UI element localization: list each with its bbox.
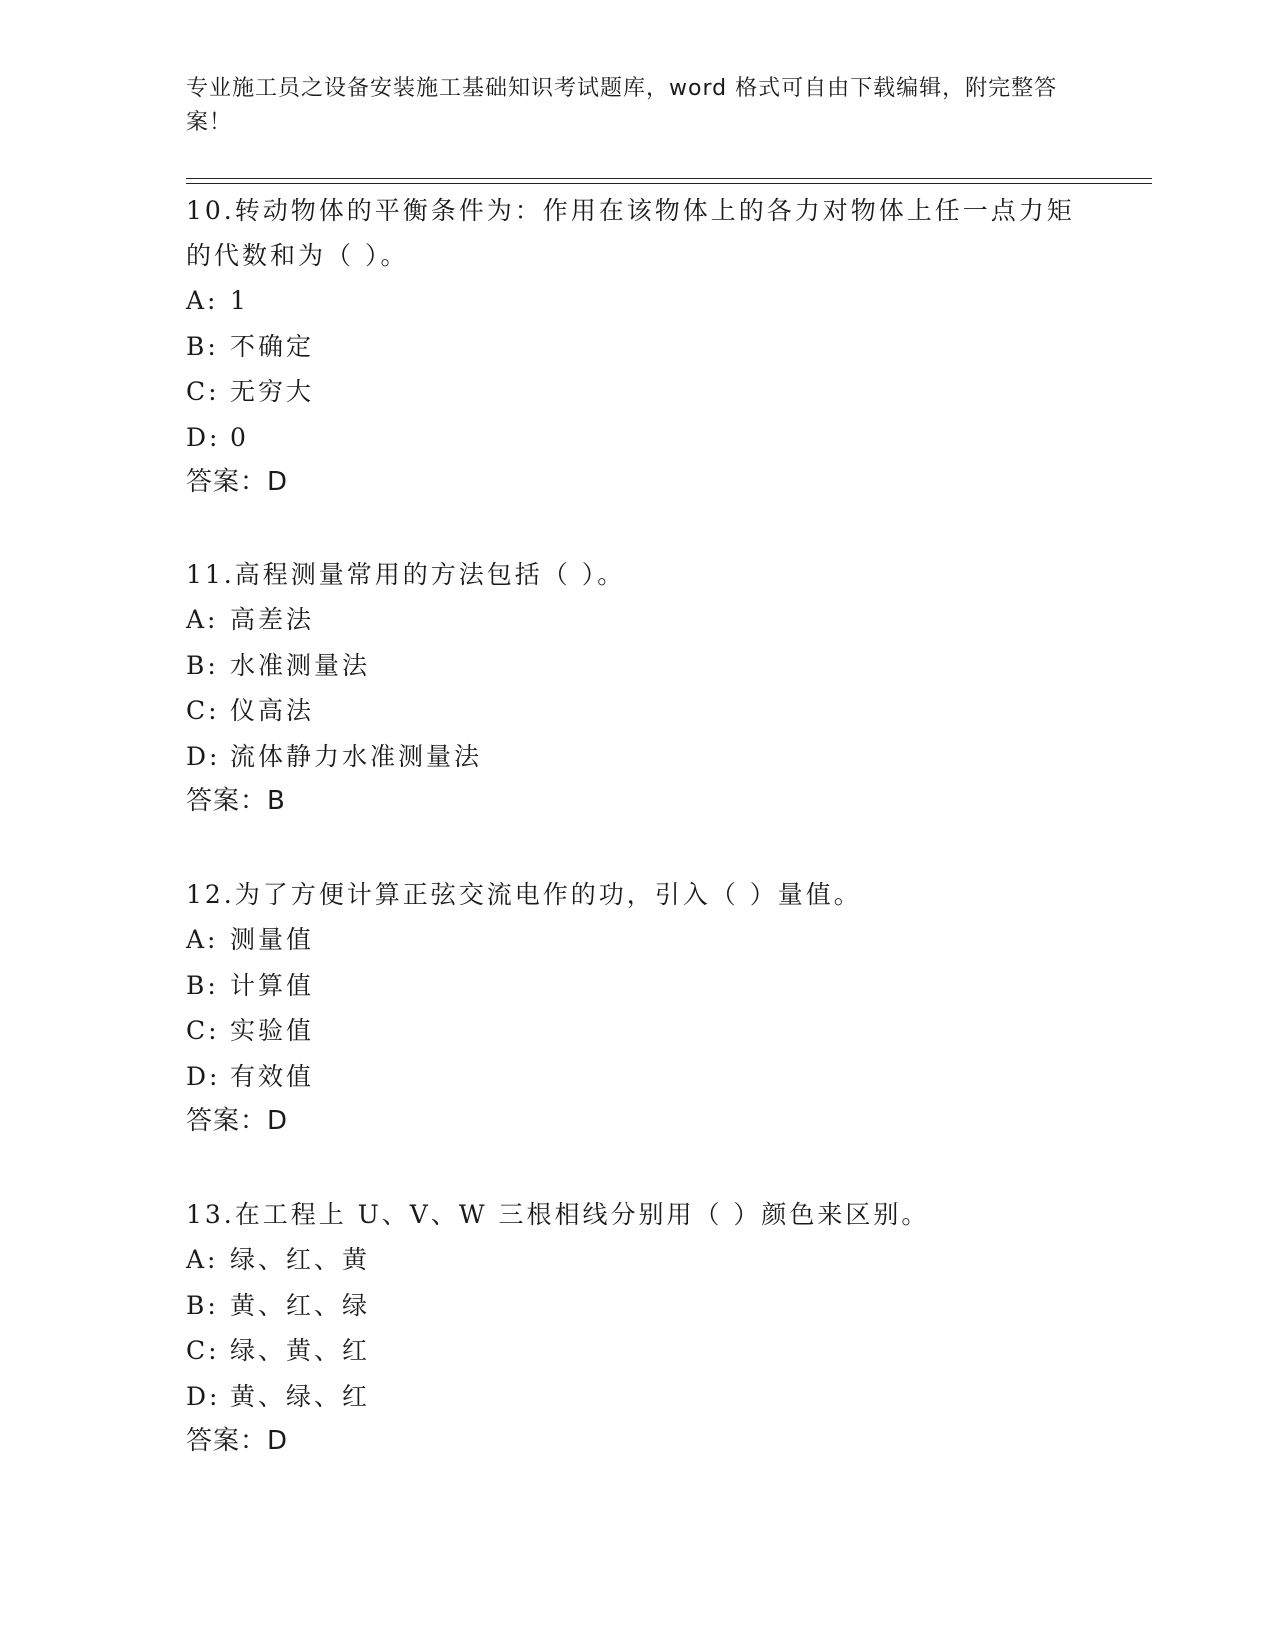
option-key: C:: [186, 696, 220, 725]
option-b: [186, 324, 1086, 370]
option-key: D:: [186, 1381, 221, 1411]
option-a: [186, 917, 1086, 963]
option-key: A:: [186, 605, 219, 634]
option-d: [186, 1374, 1086, 1420]
option-key: C:: [186, 1336, 220, 1365]
option-b: [186, 1283, 1086, 1329]
option-text: 不确定: [230, 331, 315, 361]
option-a: [186, 1237, 1086, 1283]
option-b: [186, 643, 1086, 689]
option-c: [186, 688, 1086, 734]
option-text: 黄、绿、红: [230, 1381, 371, 1411]
option-d: [186, 734, 1086, 780]
header-divider-bottom: [186, 183, 1152, 184]
option-key: A:: [186, 1245, 219, 1274]
option-text: 仪高法: [230, 696, 315, 725]
question-block: [186, 188, 1086, 505]
option-text: 0: [230, 422, 249, 452]
document-header: 专业施工员之设备安装施工基础知识考试题库，word 格式可自由下载编辑，附完整答案！: [186, 76, 1058, 135]
option-key: D:: [186, 1061, 221, 1091]
option-key: C:: [186, 1016, 220, 1045]
option-c: [186, 1008, 1086, 1054]
option-text: 高差法: [230, 605, 315, 634]
option-text: 绿、红、黄: [230, 1245, 371, 1274]
option-text: 有效值: [230, 1061, 315, 1091]
question-title: 12.为了方便计算正弦交流电作的功，引入（ ）量值。: [186, 880, 862, 909]
option-key: A:: [186, 286, 219, 315]
option-key: A:: [186, 925, 219, 954]
question-block: [186, 552, 1086, 824]
answer-line: 答案：D: [186, 1426, 289, 1456]
option-key: C:: [186, 377, 220, 406]
answer-line: 答案：D: [186, 467, 289, 497]
option-text: 流体静力水准测量法: [230, 741, 483, 771]
option-key: B:: [186, 1290, 219, 1320]
option-text: 水准测量法: [230, 650, 371, 680]
option-c: [186, 1328, 1086, 1374]
option-text: 测量值: [230, 925, 315, 954]
option-d: [186, 1054, 1086, 1100]
option-a: [186, 597, 1086, 643]
option-key: B:: [186, 331, 219, 361]
option-b: [186, 963, 1086, 1009]
option-key: D:: [186, 741, 221, 771]
option-key: B:: [186, 970, 219, 1000]
question-title: 13.在工程上 U、V、W 三根相线分别用（ ）颜色来区别。: [186, 1200, 930, 1229]
option-key: B:: [186, 650, 219, 680]
question-title: 10.转动物体的平衡条件为：作用在该物体上的各力对物体上任一点力矩的代数和为（ ）。: [186, 196, 1075, 270]
option-text: 实验值: [230, 1016, 315, 1045]
option-c: [186, 369, 1086, 415]
option-a: [186, 278, 1086, 324]
question-block: [186, 872, 1086, 1144]
option-text: 黄、红、绿: [230, 1290, 371, 1320]
option-text: 计算值: [230, 970, 315, 1000]
question-block: [186, 1192, 1086, 1464]
option-text: 无穷大: [230, 377, 315, 406]
option-key: D:: [186, 422, 221, 452]
option-text: 1: [230, 286, 249, 315]
header-divider-top: [186, 178, 1152, 179]
question-title: 11.高程测量常用的方法包括（ ）。: [186, 560, 626, 589]
option-text: 绿、黄、红: [230, 1336, 371, 1365]
option-d: [186, 415, 1086, 461]
answer-line: 答案：B: [186, 786, 286, 816]
answer-line: 答案：D: [186, 1106, 289, 1136]
